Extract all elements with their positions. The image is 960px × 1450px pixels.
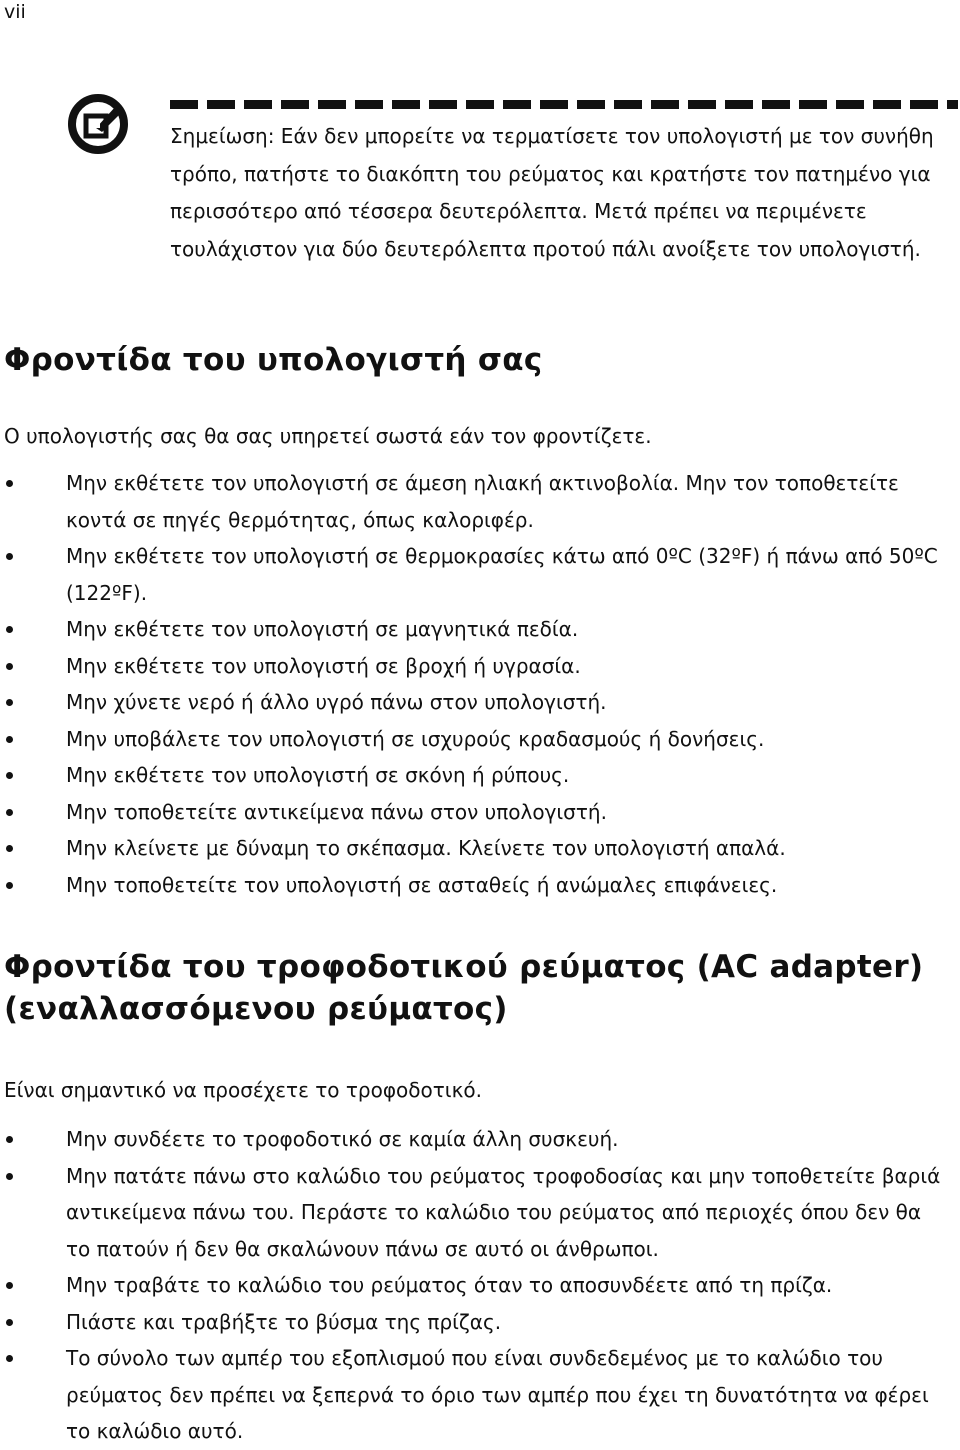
list-item-text: Μην υποβάλετε τον υπολογιστή σε ισχυρούς κραδασμούς ή δονήσεις. [66, 726, 765, 751]
bullet-icon [6, 663, 13, 670]
bullet-icon [6, 882, 13, 889]
section-intro-ac-adapter-care: Είναι σημαντικό να προσέχετε το τροφοδοτικό. [4, 1078, 482, 1102]
bullet-icon [6, 845, 13, 852]
note-text: Σημείωση: Εάν δεν μπορείτε να τερματίσετε τον υπολογιστή με τον συνήθη τρόπο, πατήστε το διακόπτη του ρεύματος και κρατήστε τον πατημένο για περισσότερο από τέσσερα δευτερόλεπτα. Μετά πρέπει να περιμένετε τουλάχιστον για δύο δευτερόλεπτα προτού πάλι ανοίξετε τον υπολογιστή. [170, 124, 934, 261]
list-item [0, 1121, 946, 1158]
list-item-text: Μην κλείνετε με δύναμη το σκέπασμα. Κλείνετε τον υπολογιστή απαλά. [66, 836, 786, 860]
list-item-text: Πιάστε και τραβήξτε το βύσμα της πρίζας. [66, 1309, 502, 1334]
list-item-text: Μην εκθέτετε τον υπολογιστή σε μαγνητικά πεδία. [66, 617, 579, 641]
section-intro-computer-care: Ο υπολογιστής σας θα σας υπηρετεί σωστά εάν τον φροντίζετε. [4, 424, 652, 448]
list-item-text: Μην εκθέτετε τον υπολογιστή σε σκόνη ή ρύπους. [66, 763, 570, 787]
bullet-icon [6, 480, 13, 487]
bullet-icon [6, 1282, 13, 1289]
list-item [0, 538, 946, 611]
computer-care-list [0, 465, 946, 903]
list-item [0, 757, 946, 794]
bullet-icon [6, 736, 13, 743]
bullet-icon [6, 772, 13, 779]
list-item [0, 648, 946, 685]
list-item [0, 684, 946, 721]
list-item [0, 1304, 946, 1341]
bullet-icon [6, 1136, 13, 1143]
note-pencil-icon [66, 92, 130, 156]
bullet-icon [6, 1173, 13, 1180]
list-item-text: Μην πατάτε πάνω στο καλώδιο του ρεύματος τροφοδοσίας και μην τοποθετείτε βαριά αντικείμενα πάνω του. Περάστε το καλώδιο του ρεύματος από περιοχές όπου δεν θα το πατούν ή δεν θα σκαλώνουν πάνω σε αυτό οι άνθρωποι. [66, 1163, 941, 1261]
list-item-text: Μην χύνετε νερό ή άλλο υγρό πάνω στον υπολογιστή. [66, 690, 607, 714]
bullet-icon [6, 1319, 13, 1326]
list-item [0, 1267, 946, 1304]
list-item-text: Μην εκθέτετε τον υπολογιστή σε θερμοκρασίες κάτω από 0ºC (32ºF) ή πάνω από 50ºC (122ºF). [66, 544, 938, 605]
list-item [0, 611, 946, 648]
page-number: vii [4, 1, 26, 23]
bullet-icon [6, 1355, 13, 1362]
list-item-text: Μην τοποθετείτε αντικείμενα πάνω στον υπολογιστή. [66, 799, 607, 824]
list-item-text: Μην εκθέτετε τον υπολογιστή σε βροχή ή υγρασία. [66, 653, 581, 678]
bullet-icon [6, 809, 13, 816]
list-item [0, 794, 946, 831]
list-item-text: Το σύνολο των αμπέρ του εξοπλισμού που είναι συνδεδεμένος με το καλώδιο του ρεύματος δεν πρέπει να ξεπερνά το όριο των αμπέρ που έχει τη δυνατότητα να φέρει το καλώδιο αυτό. [66, 1346, 929, 1443]
bullet-icon [6, 626, 13, 633]
note-divider [170, 100, 958, 109]
bullet-icon [6, 553, 13, 560]
list-item [0, 1158, 946, 1268]
list-item-text: Μην τοποθετείτε τον υπολογιστή σε ασταθείς ή ανώμαλες επιφάνειες. [66, 872, 778, 897]
section-heading-ac-adapter-care: Φροντίδα του τροφοδοτικού ρεύματος (AC adapter) (εναλλασσόμενου ρεύματος) [4, 949, 924, 1027]
list-item [0, 867, 946, 904]
list-item-text: Μην τραβάτε το καλώδιο του ρεύματος όταν το αποσυνδέετε από τη πρίζα. [66, 1273, 833, 1297]
list-item [0, 465, 946, 538]
list-item [0, 830, 946, 867]
bullet-icon [6, 699, 13, 706]
list-item [0, 1340, 946, 1450]
section-heading-computer-care: Φροντίδα του υπολογιστή σας [4, 342, 543, 378]
ac-adapter-care-list [0, 1121, 946, 1450]
list-item [0, 721, 946, 758]
list-item-text: Μην συνδέετε το τροφοδοτικό σε καμία άλλη συσκευή. [66, 1127, 619, 1151]
list-item-text: Μην εκθέτετε τον υπολογιστή σε άμεση ηλιακή ακτινοβολία. Μην τον τοποθετείτε κοντά σε πηγές θερμότητας, όπως καλοριφέρ. [66, 471, 899, 532]
